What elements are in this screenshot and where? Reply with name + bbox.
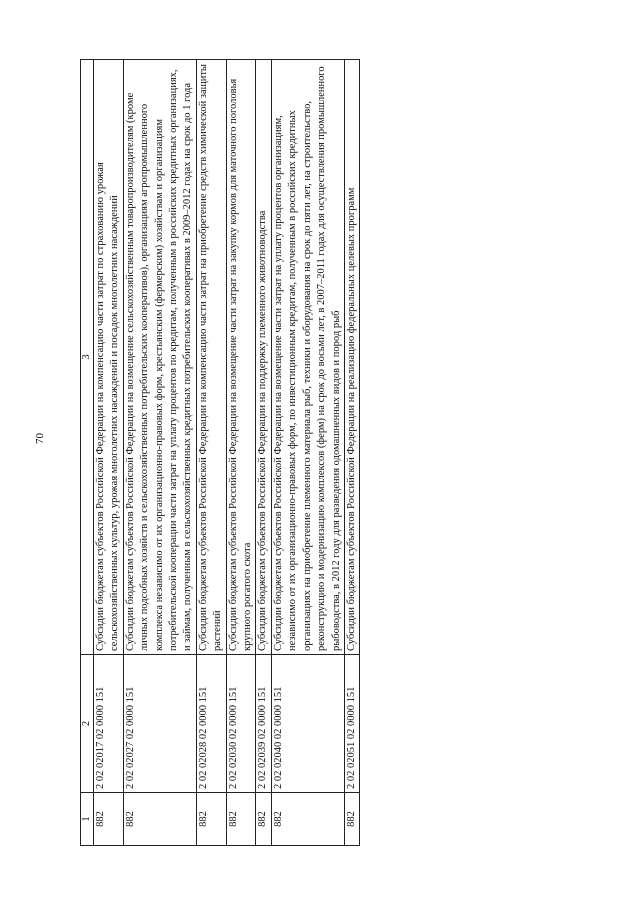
table-row: [196, 60, 226, 846]
admin-code-cell: 882: [123, 793, 196, 846]
col-header-2: 2: [81, 655, 94, 793]
admin-code-cell: 882: [256, 793, 271, 846]
table-row: [344, 60, 359, 846]
description-cell: Субсидии бюджетам субъектов Российской Федерации на возмещение части затрат на уплату процентов организациям, независимо от их организационно-правовых форм, по инвестиционным кредитам, полученным в российских кредитных организациях на приобретение племенного материала рыб, техники и оборудования на срок до пяти лет, на строительство, реконструкцию и модернизацию комплексов (ферм) на срок до восьми лет, в 2007–2011 годах для осуществления промышленного рыбоводства, в 2012 году для разведения одомашненных видов и пород рыб: [271, 60, 344, 655]
admin-code-cell: 882: [344, 793, 359, 846]
admin-code-cell: 882: [196, 793, 226, 846]
col-header-1: 1: [81, 793, 94, 846]
table-row: [226, 60, 256, 846]
budget-code-cell: 2 02 02027 02 0000 151: [123, 655, 196, 793]
header-row: [81, 60, 94, 846]
rotated-table-container: [80, 60, 470, 846]
table-row: [256, 60, 271, 846]
description-cell: Субсидии бюджетам субъектов Российской Федерации на реализацию федеральных целевых программ: [344, 60, 359, 655]
budget-code-cell: 2 02 02030 02 0000 151: [226, 655, 256, 793]
col-header-3: 3: [81, 60, 94, 655]
page-number: 70: [34, 433, 46, 444]
description-cell: Субсидии бюджетам субъектов Российской Федерации на возмещение части затрат на закупку кормов для маточного поголовья крупного рогатого скота: [226, 60, 256, 655]
description-cell: Субсидии бюджетам субъектов Российской Федерации на поддержку племенного животноводства: [256, 60, 271, 655]
table-row: [271, 60, 344, 846]
admin-code-cell: 882: [226, 793, 256, 846]
admin-code-cell: 882: [271, 793, 344, 846]
budget-code-cell: 2 02 02040 02 0000 151: [271, 655, 344, 793]
budget-table: [80, 59, 360, 846]
budget-code-cell: 2 02 02017 02 0000 151: [94, 655, 124, 793]
budget-code-cell: 2 02 02039 02 0000 151: [256, 655, 271, 793]
description-cell: Субсидии бюджетам субъектов Российской Федерации на возмещение сельскохозяйственным товаропроизводителям (кроме личных подсобных хозяйств и сельскохозяйственных потребительских кооперативов), организациям агропромышленного комплекса независимо от их организационно-правовых форм, крестьянским (фермерским) хозяйствам и организациям потребительской кооперации части затрат на уплату процентов по кредитам, полученным в российских кредитных организациях, и займам, полученным в сельскохозяйственных кредитных потребительских кооперативах в 2009–2012 годах на срок до 1 года: [123, 60, 196, 655]
description-cell: Субсидии бюджетам субъектов Российской Федерации на компенсацию части затрат по страхованию урожая сельскохозяйственных культур, урожая многолетних насаждений и посадок многолетних насаждений: [94, 60, 124, 655]
table-row: [94, 60, 124, 846]
admin-code-cell: 882: [94, 793, 124, 846]
budget-code-cell: 2 02 02028 02 0000 151: [196, 655, 226, 793]
table-row: [123, 60, 196, 846]
description-cell: Субсидии бюджетам субъектов Российской Федерации на компенсацию части затрат на приобретение средств химической защиты растений: [196, 60, 226, 655]
budget-code-cell: 2 02 02051 02 0000 151: [344, 655, 359, 793]
